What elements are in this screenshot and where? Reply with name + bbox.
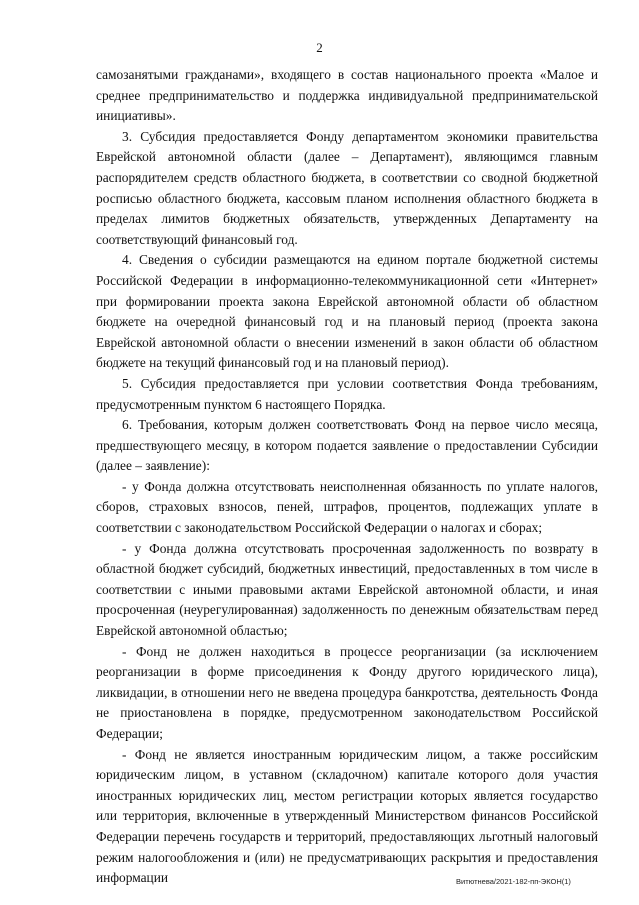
paragraph-continuation: самозанятыми гражданами», входящего в состав национального проекта «Малое и среднее предпринимательство и поддержка индивидуальной предпринимательской инициативы». bbox=[96, 67, 598, 124]
paragraph-item-6: 6. Требования, которым должен соответствовать Фонд на первое число месяца, предшествующего месяцу, в котором подается заявление о предоставлении Субсидии (далее – заявление): bbox=[96, 417, 598, 474]
paragraph-item-3: 3. Субсидия предоставляется Фонду департаментом экономики правительства Еврейской автономной области (далее – Департамент), являющимся главным распорядителем средств областного бюджета, в соответствии со сводной бюджетной росписью областного бюджета, кассовым планом исполнения областного бюджета в пределах лимитов бюджетных обязательств, утвержденных Департаменту на соответствующий финансовый год. bbox=[96, 128, 598, 247]
document-footer-code: Витютнева/2021-182-пп-ЭКОН(1) bbox=[456, 877, 571, 886]
document-body bbox=[96, 65, 598, 889]
page-number: 2 bbox=[316, 40, 323, 55]
paragraph-item-5: 5. Субсидия предоставляется при условии соответствия Фонда требованиям, предусмотренным пунктом 6 настоящего Порядка. bbox=[96, 375, 598, 412]
requirement-overdue-debt: - у Фонда должна отсутствовать просроченная задолженность по возврату в областной бюджет субсидий, бюджетных инвестиций, предоставленных в том числе в соответствии с иными правовыми актами Еврейской автономной области, и иная просроченная (неурегулированная) задолженность по денежным обязательствам перед Еврейской автономной областью; bbox=[96, 540, 598, 639]
requirement-not-foreign-entity: - Фонд не является иностранным юридическим лицом, а также российским юридическим лицом, в уставном (складочном) капитале которого доля участия иностранных юридических лиц, местом регистрации которых является государство или территория, включенные в утвержденный Министерством финансов Российской Федерации перечень государств и территорий, предоставляющих льготный налоговый режим налогообложения и (или) не предусматривающих раскрытия и предоставления информации bbox=[96, 746, 598, 886]
paragraph-item-4: 4. Сведения о субсидии размещаются на едином портале бюджетной системы Российской Федерации в информационно-телекоммуникационной сети «Интернет» при формировании проекта закона Еврейской автономной области об областном бюджете на очередной финансовый год и на плановый период (проекта закона Еврейской автономной области о внесении изменений в закон области об областном бюджете на текущий финансовый год и на плановый период). bbox=[96, 252, 598, 371]
requirement-tax-debt: - у Фонда должна отсутствовать неисполненная обязанность по уплате налогов, сборов, страховых взносов, пеней, штрафов, процентов, подлежащих уплате в соответствии с законодательством Российской Федерации о налогах и сборах; bbox=[96, 478, 598, 536]
requirement-no-reorganization: - Фонд не должен находиться в процессе реорганизации (за исключением реорганизации в форме присоединения к Фонду другого юридического лица), ликвидации, в отношении него не введена процедура банкротства, деятельность Фонда не приостановлена в порядке, предусмотренном законодательством Российской Федерации; bbox=[96, 643, 598, 741]
